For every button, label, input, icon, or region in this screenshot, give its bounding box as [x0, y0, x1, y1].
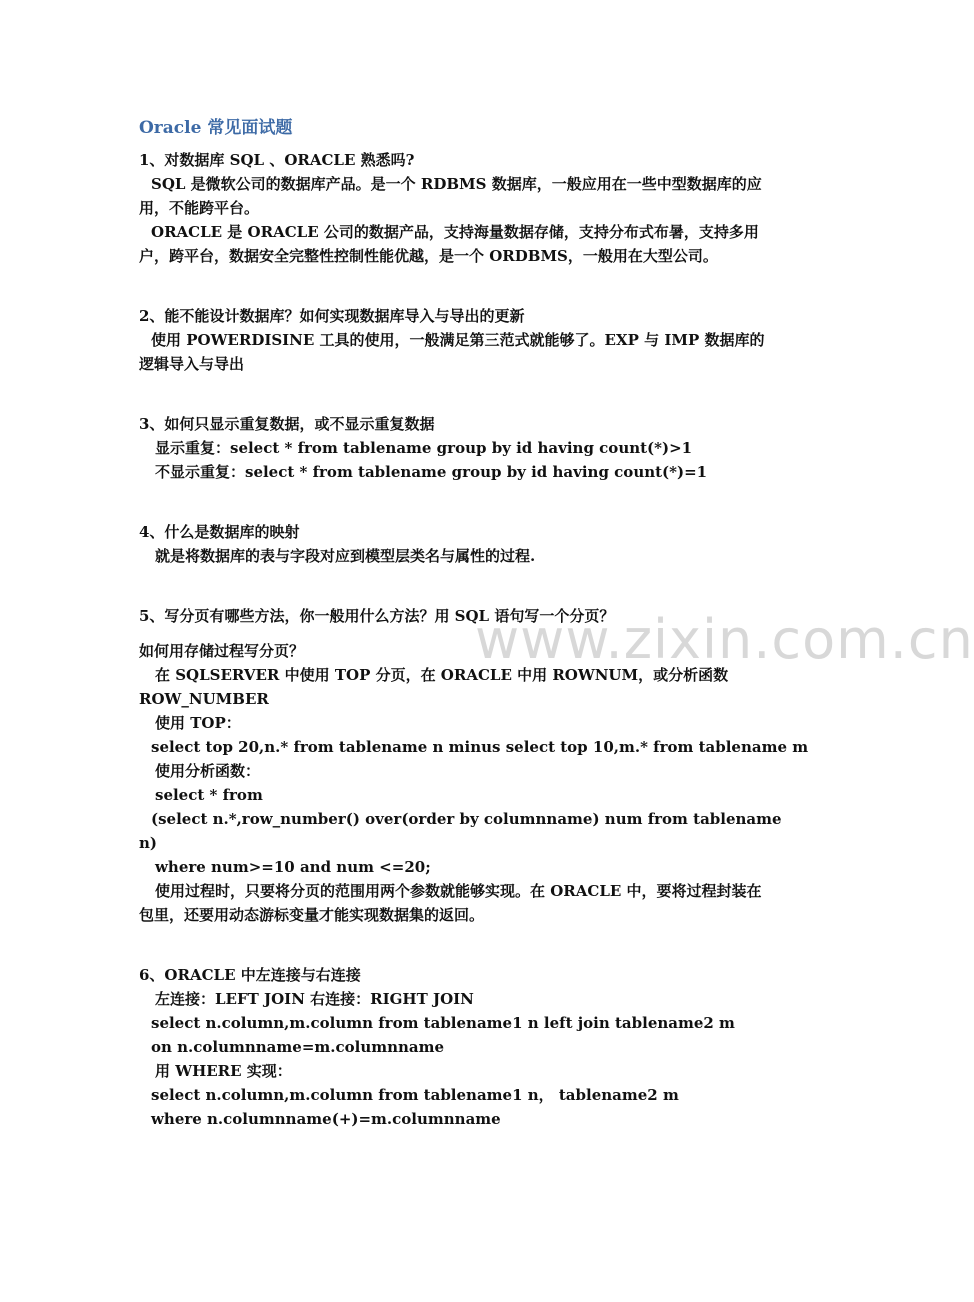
answer-line: SQL 是微软公司的数据库产品。是一个 RDBMS 数据库，一般应用在一些中型数据库的应 [151, 175, 762, 193]
answer-line: 逻辑导入与导出 [139, 355, 245, 373]
question-2: 2、能不能设计数据库？如何实现数据库导入与导出的更新 [139, 307, 525, 325]
code-line: n) [139, 834, 158, 852]
answer-line: 使用过程时，只要将分页的范围用两个参数就能够实现。在 ORACLE 中，要将过程封装在 [155, 882, 762, 900]
answer-line: 左连接：LEFT JOIN 右连接：RIGHT JOIN [155, 990, 474, 1008]
answer-line: 包里，还要用动态游标变量才能实现数据集的返回。 [139, 906, 485, 924]
answer-line: 使用分析函数： [155, 762, 261, 780]
question-1: 1、对数据库 SQL 、ORACLE 熟悉吗? [139, 151, 415, 169]
code-line: on n.columnname=m.columnname [151, 1038, 445, 1056]
code-line: (select n.*,row_number() over(order by columnname) num from tablename [151, 810, 782, 828]
answer-line: 就是将数据库的表与字段对应到模型层类名与属性的过程. [155, 547, 536, 565]
question-5: 5、写分页有哪些方法，你一般用什么方法？用 SQL 语句写一个分页？ [139, 607, 615, 625]
answer-line: 不显示重复：select * from tablename group by id having count(*)=1 [155, 463, 708, 481]
question-5-line2: 如何用存储过程写分页？ [139, 642, 305, 660]
code-line: select n.column,m.column from tablename1 n， tablename2 m [151, 1086, 679, 1104]
answer-line: 用 WHERE 实现： [155, 1062, 292, 1080]
page-title: Oracle 常见面试题 [139, 118, 293, 138]
answer-line: ORACLE 是 ORACLE 公司的数据产品，支持海量数据存储，支持分布式布暑，支持多用 [151, 223, 759, 241]
answer-line: 使用 TOP： [155, 714, 241, 732]
code-line: where num>=10 and num <=20; [155, 858, 431, 876]
answer-line: 使用 POWERDISINE 工具的使用，一般满足第三范式就能够了。EXP 与 IMP 数据库的 [151, 331, 765, 349]
question-6: 6、ORACLE 中左连接与右连接 [139, 966, 361, 984]
answer-line: 户，跨平台，数据安全完整性控制性能优越，是一个 ORDBMS，一般用在大型公司。 [139, 247, 718, 265]
code-line: select top 20,n.* from tablename n minus select top 10,m.* from tablename m [151, 738, 809, 756]
question-4: 4、什么是数据库的映射 [139, 523, 300, 541]
question-3: 3、如何只显示重复数据，或不显示重复数据 [139, 415, 435, 433]
answer-line: ROW_NUMBER [139, 690, 269, 708]
code-line: select n.column,m.column from tablename1 n left join tablename2 m [151, 1014, 735, 1032]
watermark-text: www.zixin.com.cn [475, 608, 974, 671]
code-line: select * from [155, 786, 263, 804]
answer-line: 显示重复：select * from tablename group by id having count(*)>1 [155, 439, 693, 457]
answer-line: 在 SQLSERVER 中使用 TOP 分页，在 ORACLE 中用 ROWNUM，或分析函数 [155, 666, 729, 684]
answer-line: 用，不能跨平台。 [139, 199, 260, 217]
code-line: where n.columnname(+)=m.columnname [151, 1110, 501, 1128]
